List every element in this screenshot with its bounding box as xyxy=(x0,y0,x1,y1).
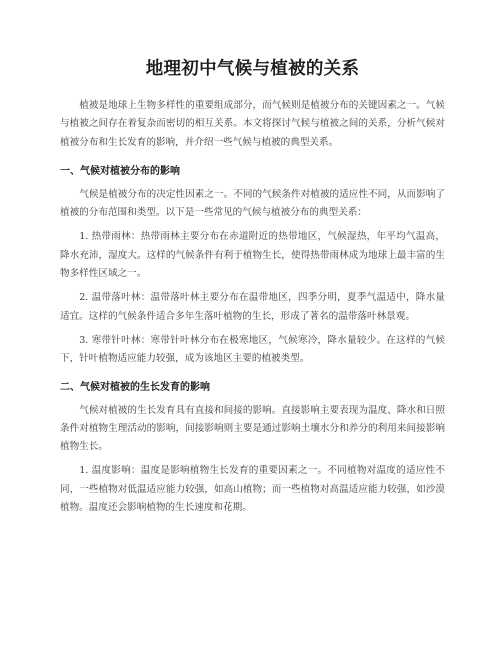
section-1-item-1: 1. 热带雨林：热带雨林主要分布在赤道附近的热带地区，气候湿热，年平均气温高，降水充沛，湿度大。这样的气候条件有利于植物生长，使得热带雨林成为地球上最丰富的生物多样性区域之一。 xyxy=(60,231,445,280)
section-2-paragraph: 气候对植被的生长发育具有直接和间接的影响。直接影响主要表现为温度、降水和日照条件对植物生理活动的影响，间接影响则主要是通过影响土壤水分和养分的利用来间接影响植物生长。 xyxy=(60,404,445,453)
section-1-item-3: 3. 寒带针叶林：寒带针叶林分布在极寒地区，气候寒冷，降水量较少。在这样的气候下，针叶植物适应能力较强，成为该地区主要的植被类型。 xyxy=(60,334,445,365)
section-2-item-1: 1. 温度影响：温度是影响植物生长发育的重要因素之一。不同植物对温度的适应性不同，一些植物对低温适应能力较强，如高山植物；而一些植物对高温适应能力较强，如沙漠植物。温度还会影响植物的生长速度和花期。 xyxy=(60,465,445,514)
section-2-heading: 二、气候对植被的生长发育的影响 xyxy=(60,381,210,393)
section-1-item-2: 2. 温带落叶林：温带落叶林主要分布在温带地区，四季分明，夏季气温适中，降水量适宜。这样的气候条件适合多年生落叶植物的生长，形成了著名的温带落叶林景观。 xyxy=(60,292,445,322)
section-1-heading: 一、气候对植被分布的影响 xyxy=(60,165,180,177)
section-1-paragraph: 气候是植被分布的决定性因素之一。不同的气候条件对植被的适应性不同，从而影响了植被的分布范围和类型。以下是一些常见的气候与植被分布的典型关系： xyxy=(60,188,445,219)
document-title: 地理初中气候与植被的关系 xyxy=(145,59,360,79)
intro-paragraph: 植被是地球上生物多样性的重要组成部分，而气候则是植被分布的关键因素之一。气候与植被之间存在着复杂而密切的相互关系。本文将探讨气候与植被之间的关系，分析气候对植被分布和生长发育的影响，并介绍一些气候与植被的典型关系。 xyxy=(60,100,445,148)
